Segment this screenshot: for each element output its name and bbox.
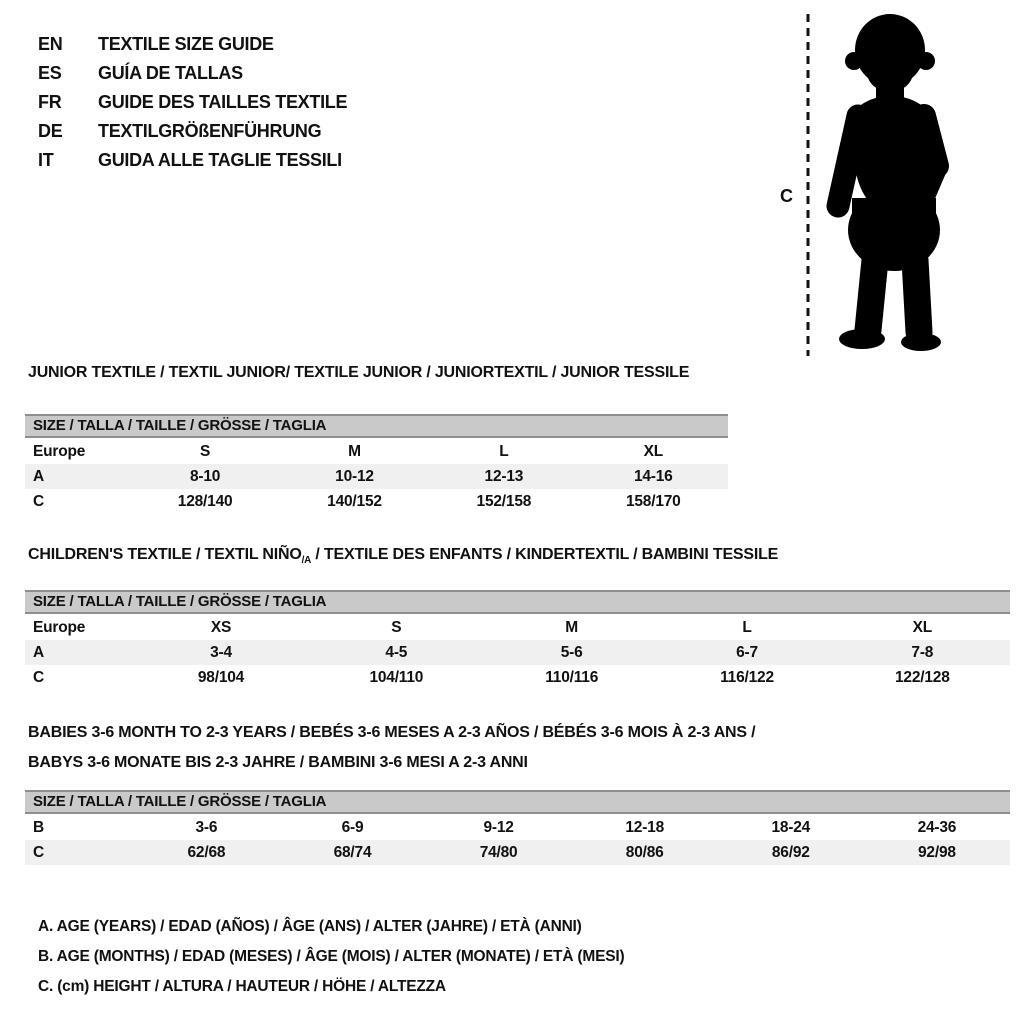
row-label: C	[33, 668, 44, 686]
age-cell: 6-7	[736, 643, 758, 661]
toddler-silhouette-icon	[818, 8, 968, 353]
height-cell: 122/128	[895, 668, 950, 686]
height-measure-dashed-line	[806, 14, 810, 356]
height-cell: 92/98	[918, 843, 956, 861]
height-cell: 68/74	[333, 843, 372, 861]
legend-line-a: A. AGE (YEARS) / EDAD (AÑOS) / ÂGE (ANS) / ALTER (JAHRE) / ETÀ (ANNI)	[38, 918, 582, 935]
language-row-fr	[38, 88, 347, 117]
size-cell: S	[200, 442, 211, 460]
height-measure-label: C	[780, 186, 793, 206]
children-title-pre: CHILDREN'S TEXTILE / TEXTIL NIÑO	[28, 546, 302, 563]
language-row-it	[38, 146, 347, 175]
language-code: ES	[38, 63, 62, 83]
months-cell: 24-36	[917, 818, 957, 836]
table-row-europe	[25, 615, 1010, 640]
children-title-subscript: /A	[301, 555, 312, 566]
age-cell: 8-10	[190, 467, 221, 485]
age-cell: 3-4	[210, 643, 232, 661]
age-cell: 10-12	[335, 467, 374, 485]
row-label: C	[33, 843, 44, 861]
measurement-legend	[38, 912, 624, 1002]
height-cell: 116/122	[720, 668, 774, 686]
language-title: TEXTILE SIZE GUIDE	[98, 34, 274, 54]
table-row-months	[25, 815, 1010, 840]
size-cell: XS	[210, 618, 232, 636]
height-cell: 80/86	[625, 843, 664, 861]
size-header-bar: SIZE / TALLA / TAILLE / GRÖSSE / TAGLIA	[25, 414, 728, 438]
junior-section-title: JUNIOR TEXTILE / TEXTIL JUNIOR/ TEXTILE JUNIOR / JUNIORTEXTIL / JUNIOR TESSILE	[28, 364, 690, 381]
row-label: B	[33, 818, 44, 836]
age-cell: 12-13	[484, 467, 524, 485]
row-label: C	[33, 492, 44, 510]
size-cell: M	[565, 618, 579, 636]
height-cell: 104/110	[369, 668, 424, 686]
children-title-post: / TEXTILE DES ENFANTS / KINDERTEXTIL / BAMBINI TESSILE	[311, 546, 779, 563]
table-row-europe	[25, 439, 728, 464]
table-row-age	[25, 640, 1010, 665]
table-row-height	[25, 489, 728, 514]
table-row-age	[25, 464, 728, 489]
height-cell: 98/104	[197, 668, 245, 686]
junior-size-table	[25, 414, 728, 514]
months-cell: 3-6	[195, 818, 218, 836]
size-cell: XL	[912, 618, 933, 636]
language-code: DE	[38, 121, 63, 141]
babies-title-line1: BABIES 3-6 MONTH TO 2-3 YEARS / BEBÉS 3-6 MESES A 2-3 AÑOS / BÉBÉS 3-6 MOIS À 2-3 ANS /	[28, 724, 756, 741]
language-row-de	[38, 117, 347, 146]
children-section-title	[28, 546, 778, 566]
height-cell: 110/116	[545, 668, 599, 686]
months-cell: 18-24	[771, 818, 811, 836]
language-title: GUIDA ALLE TAGLIE TESSILI	[98, 150, 342, 170]
legend-line-b: B. AGE (MONTHS) / EDAD (MESES) / ÂGE (MOIS) / ALTER (MONATE) / ETÀ (MESI)	[38, 948, 625, 965]
babies-size-table	[25, 790, 1010, 865]
language-code: FR	[38, 92, 62, 112]
height-cell: 62/68	[187, 843, 226, 861]
row-label: Europe	[33, 442, 86, 460]
months-cell: 12-18	[625, 818, 665, 836]
language-row-es	[38, 59, 347, 88]
height-cell: 86/92	[771, 843, 810, 861]
language-title: GUÍA DE TALLAS	[98, 63, 243, 83]
age-cell: 7-8	[911, 643, 934, 661]
language-code: EN	[38, 34, 63, 54]
size-cell: L	[499, 442, 509, 460]
row-label: A	[33, 467, 44, 485]
height-cell: 140/152	[327, 492, 382, 510]
height-cell: 158/170	[625, 492, 681, 510]
language-row-en	[38, 30, 347, 59]
age-cell: 5-6	[560, 643, 583, 661]
age-cell: 14-16	[633, 467, 673, 485]
age-cell: 4-5	[385, 643, 408, 661]
babies-title-line2: BABYS 3-6 MONATE BIS 2-3 JAHRE / BAMBINI 3-6 MESI A 2-3 ANNI	[28, 754, 528, 771]
months-cell: 9-12	[483, 818, 514, 836]
row-label: Europe	[33, 618, 86, 636]
size-cell: M	[348, 442, 361, 460]
size-header-bar: SIZE / TALLA / TAILLE / GRÖSSE / TAGLIA	[25, 790, 1010, 814]
table-row-height	[25, 840, 1010, 865]
height-cell: 128/140	[177, 492, 233, 510]
row-label: A	[33, 643, 44, 661]
size-cell: S	[391, 618, 402, 636]
months-cell: 6-9	[341, 818, 364, 836]
table-row-height	[25, 665, 1010, 690]
babies-section-title	[28, 718, 755, 778]
language-title: GUIDE DES TAILLES TEXTILE	[98, 92, 348, 112]
size-cell: L	[742, 618, 752, 636]
height-cell: 152/158	[476, 492, 532, 510]
size-cell: XL	[643, 442, 663, 460]
height-cell: 74/80	[479, 843, 518, 861]
language-code: IT	[38, 150, 54, 170]
legend-line-c: C. (cm) HEIGHT / ALTURA / HAUTEUR / HÖHE / ALTEZZA	[38, 978, 446, 995]
size-header-bar: SIZE / TALLA / TAILLE / GRÖSSE / TAGLIA	[25, 590, 1010, 614]
children-size-table	[25, 590, 1010, 690]
language-title: TEXTILGRÖßENFÜHRUNG	[98, 121, 322, 141]
language-title-list	[38, 30, 347, 175]
